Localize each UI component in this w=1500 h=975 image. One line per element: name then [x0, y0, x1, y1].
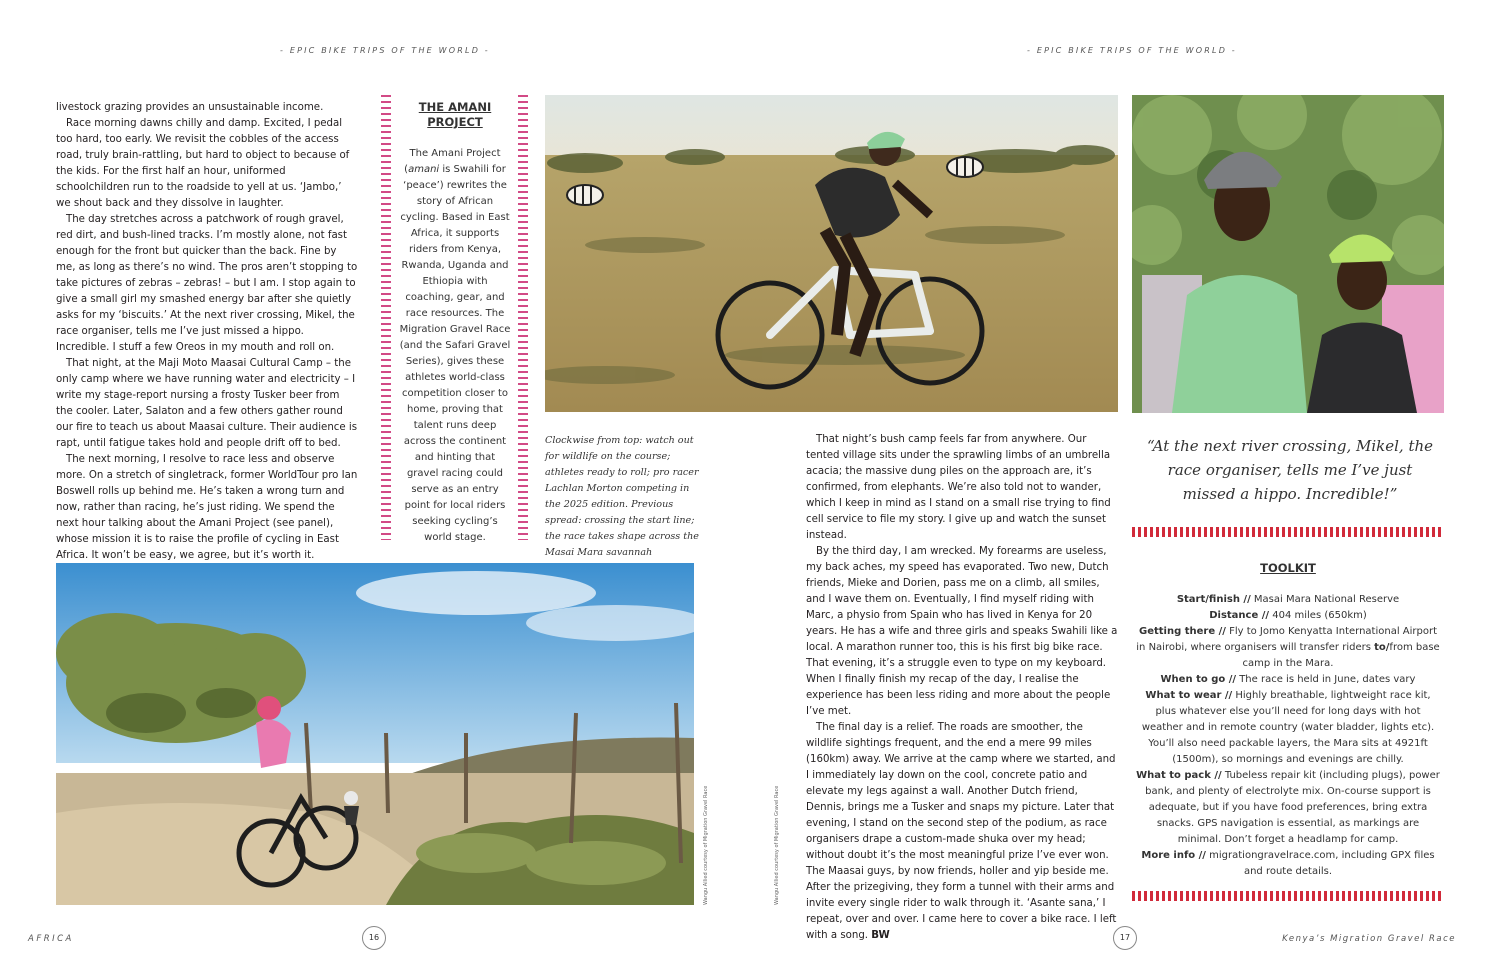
savannah-photo-illustration: [545, 95, 1118, 412]
left-article-column: [56, 100, 358, 564]
riders-photo-illustration: [1132, 95, 1444, 413]
toolkit-text: Tubeless repair kit (including plugs), power bank, and plenty of electrolyte mix. On-course support is adequate, but if you have food preferences, bring extra snacks. GPS navigation is essential, as markings are minimal. Don’t forget a headlamp for camp.: [1145, 770, 1440, 845]
panel-ornament-right: [518, 95, 528, 540]
running-head-right: - EPIC BIKE TRIPS OF THE WORLD -: [1027, 46, 1237, 55]
toolkit-item: [1136, 608, 1440, 624]
final-paragraph-text: The final day is a relief. The roads are smoother, the wildlife sightings frequent, and the end a mere 99 miles (160km) away. We arrive at the camp where we started, and I immediately lay down on the cool, concrete patio and elevate my legs against a wall. Another Dutch friend, Dennis, brings me a Tusker and snaps my picture. Later that evening, I stand on the second step of the podium, as race organisers drape a custom-made shuka over my head; without doubt it’s the most meaningful prize I’ve ever won. The Maasai guys, by now friends, holler and yip beside me. After the prizegiving, they form a tunnel with their arms and invite every single rider to walk through it. ‘Asante sana,’ I repeat, over and over. I came here to cover a bike race. I left with a song.: [806, 722, 1117, 941]
pull-quote: “At the next river crossing, Mikel, the race organiser, tells me I’ve just missed a hippo. Incredible!”: [1146, 437, 1434, 503]
toolkit-text: 404 miles (650km): [1269, 610, 1367, 621]
toolkit-text: migrationgravelrace.com, including GPX files and route details.: [1205, 850, 1435, 877]
photo-dusty-trail: [56, 563, 694, 905]
page-number-left: 16: [362, 926, 386, 950]
panel-body: [398, 146, 512, 546]
article-paragraph: Race morning dawns chilly and damp. Excited, I pedal too hard, too early. We revisit the cobbles of the access road, truly brain-rattling, but hard to object to because of the kids. For the first half an hour, uniformed schoolchildren run to the roadside to yell at us. ‘Jambo,’ we shout back and they dissolve in laughter.: [56, 118, 350, 209]
right-article-column: [806, 432, 1118, 944]
toolkit-label: Start/finish //: [1176, 594, 1251, 605]
photo-two-riders: [1132, 95, 1444, 413]
photo-credit-left: Wangu Allied courtesy of Migration Gravel Race: [703, 785, 709, 905]
panel-italic-word: amani: [408, 164, 440, 175]
trail-photo-illustration: [56, 563, 694, 905]
toolkit-ornament-bottom: [1132, 891, 1444, 901]
author-signoff: BW: [871, 930, 890, 941]
panel-text: The Amani Project (: [404, 148, 501, 175]
photo-caption: Clockwise from top: watch out for wildlife on the course; athletes ready to roll; pro racer Lachlan Morton competing in the 2025 edition. Previous spread: crossing the start line; the race takes shape across the Masai Mara savannah: [545, 435, 699, 558]
article-paragraph: That night, at the Maji Moto Maasai Cultural Camp – the only camp where we have running water and electricity – I write my stage-report nursing a frosty Tusker beer from the cooler. Later, Salaton and a few others gather round our fire to teach us about Maasai culture. Their audience is rapt, until fatigue takes hold and people drift off to bed.: [56, 358, 358, 449]
zebra-right: [947, 157, 983, 177]
panel-title-line2: PROJECT: [427, 115, 483, 129]
black-jersey: [1307, 323, 1417, 414]
panel-ornament-left: [381, 95, 391, 540]
photo-cyclist-zebras: [545, 95, 1118, 412]
toolkit-item: [1136, 688, 1440, 768]
panel-title-line1: THE AMANI: [418, 100, 492, 114]
toolkit-label: Getting there //: [1138, 626, 1226, 637]
toolkit-label: More info //: [1141, 850, 1206, 861]
toolkit-label: Distance //: [1209, 610, 1270, 621]
toolkit-label: to/: [1374, 642, 1390, 653]
toolkit-label: What to pack //: [1136, 770, 1222, 781]
toolkit-panel: [1136, 560, 1440, 880]
article-paragraph: That night’s bush camp feels far from anywhere. Our tented village sits under the sprawling limbs of an umbrella acacia; the massive dung piles on the approach are, it’s confirmed, from elephants. We’re also told not to wander, which I keep in mind as I stand on a small rise trying to find cell service to file my story. I give up and watch the sunset instead.: [806, 434, 1111, 541]
toolkit-item: [1136, 672, 1440, 688]
zebra-left: [567, 185, 603, 205]
footer-section-label: AFRICA: [28, 934, 74, 944]
panel-text: is Swahili for ‘peace’) rewrites the story of African cycling. Based in East Africa, it supports riders from Kenya, Rwanda, Uganda and Ethiopia with coaching, gear, and race resources. The Migration Gravel Race (and the Safari Gravel Series), gives these athletes world-class competition closer to home, proving that talent runs deep across the continent and hinting that gravel racing could serve as an entry point for local riders seeking cycling’s world stage.: [399, 164, 511, 543]
toolkit-item: [1136, 848, 1440, 880]
toolkit-item: [1136, 768, 1440, 848]
article-paragraph: The next morning, I resolve to race less and observe more. On a stretch of singletrack, former WorldTour pro Ian Boswell rolls up behind me. He’s taken a wrong turn and now, rather than racing, he’s just riding. We spend the next hour talking about the Amani Project (see panel), whose mission it is to raise the profile of cycling in East Africa. It won’t be easy, we agree, but it’s worth it.: [56, 454, 358, 561]
article-paragraph: livestock grazing provides an unsustainable income.: [56, 102, 324, 113]
toolkit-text: The race is held in June, dates vary: [1236, 674, 1416, 685]
article-paragraph: The day stretches across a patchwork of rough gravel, red dirt, and bush-lined tracks. I’m mostly alone, not fast enough for the front but quicker than the back. Fine by me, as long as there’s no wind. The pros aren’t stopping to take pictures of zebras – zebras! – but I am. I stop again to give a small girl my smashed energy bar after she quietly asks for my ‘biscuits.’ At the next river crossing, Mikel, the race organiser, tells me I’ve just missed a hippo. Incredible. I stuff a few Oreos in my mouth and roll on.: [56, 214, 358, 353]
toolkit-label: When to go //: [1160, 674, 1237, 685]
running-head-left: - EPIC BIKE TRIPS OF THE WORLD -: [280, 46, 490, 55]
photo-credit-right: Wangu Allied courtesy of Migration Gravel Race: [774, 785, 780, 905]
toolkit-text: Masai Mara National Reserve: [1250, 594, 1400, 605]
article-paragraph: By the third day, I am wrecked. My forearms are useless, my back aches, my speed has evaporated. Two new, Dutch friends, Mieke and Dorien, pass me on a climb, all smiles, and I wave them on. Eventually, I find myself riding with Marc, a physio from Spain who has lived in Kenya for 20 years. He has a wife and three girls and speaks Swahili like a local. A marathon runner too, this is his first big bike race. That evening, it’s a struggle even to type on my keyboard. When I finally finish my recap of the day, I realise the experience has been less riding and more about the people I’ve met.: [806, 546, 1118, 717]
rider-distant: [344, 791, 359, 825]
green-jersey: [1172, 275, 1307, 413]
toolkit-text: Fly to Jomo Kenyatta International Airport in Nairobi, where organisers will transfer riders: [1136, 626, 1438, 653]
toolkit-text: Highly breathable, lightweight race kit, plus whatever else you’ll need for long days with hot weather and in remote country (water bladder, lights etc). You’ll also need packable layers, the Mara sits at 4921ft (1500m), so mornings and evenings are chilly.: [1141, 690, 1435, 765]
toolkit-item: [1136, 592, 1440, 608]
toolkit-text: from base camp in the Mara.: [1242, 642, 1440, 669]
toolkit-title: TOOLKIT: [1260, 561, 1316, 575]
toolkit-ornament-top: [1132, 527, 1444, 537]
amani-project-panel: [398, 100, 512, 546]
toolkit-label: What to wear //: [1145, 690, 1233, 701]
page-number-right: 17: [1113, 926, 1137, 950]
footer-article-title: Kenya’s Migration Gravel Race: [1282, 934, 1456, 944]
panel-title: [398, 100, 512, 130]
toolkit-item: [1136, 624, 1440, 672]
article-paragraph: [806, 720, 1118, 944]
